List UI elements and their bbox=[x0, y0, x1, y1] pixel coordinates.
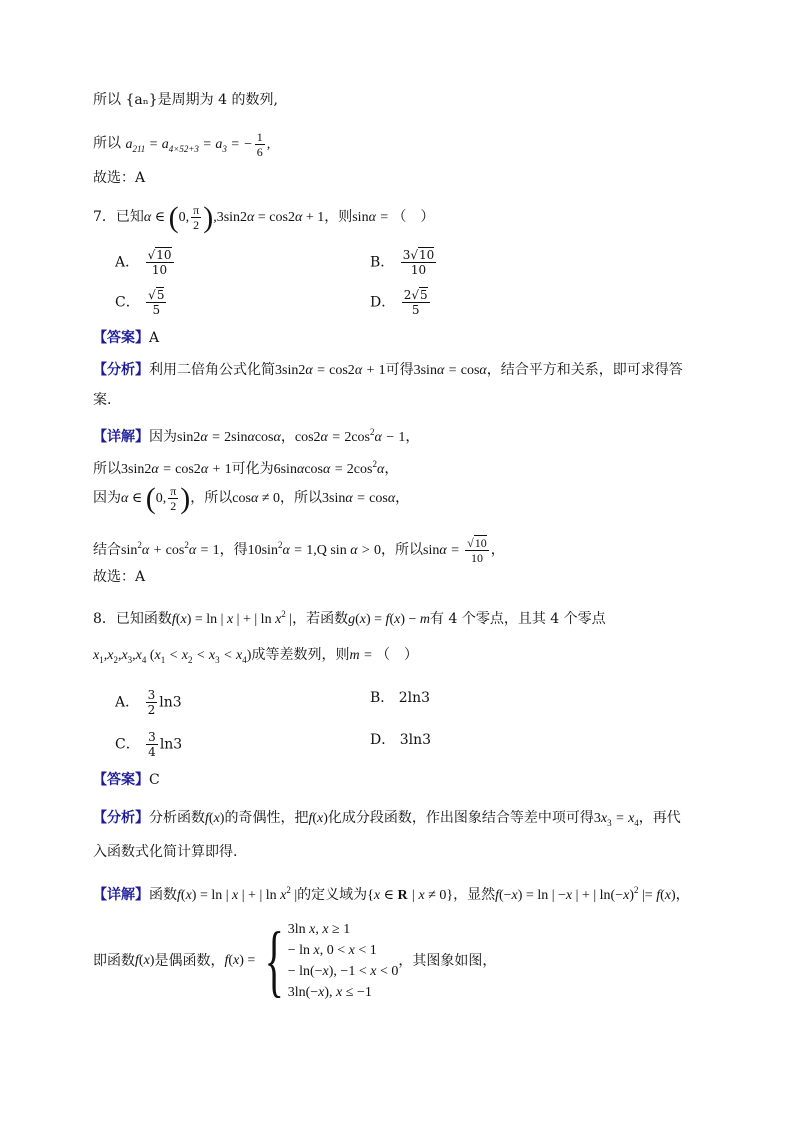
q7-option-b bbox=[370, 248, 438, 277]
piecewise-cases: 3ln x, x ≥ 1 − ln x, 0 < x < 1 − ln(−x), −1 < x < 0 3ln(−x), x ≤ −1 bbox=[287, 922, 399, 1000]
formula: α ∈ (0, $\frac{\pi}{2}$ ) bbox=[121, 481, 191, 515]
q7-a-value: $\frac{√10}{10}$ bbox=[147, 248, 172, 277]
detail-text: ， bbox=[490, 542, 505, 558]
detail-text: 即函数 bbox=[93, 953, 135, 969]
option-label: A． bbox=[115, 254, 140, 271]
analysis-text: 入函数式化简计算即得. bbox=[93, 844, 238, 860]
q8-prefix: 8．已知函数 bbox=[93, 611, 172, 627]
text-line-a211 bbox=[93, 130, 270, 159]
detail-text: 是偶函数， bbox=[154, 953, 225, 969]
q7-end bbox=[93, 567, 145, 587]
q8-b-value: 2ln3 bbox=[398, 690, 431, 706]
formula-a211: $a_{211} = a_{4\times 52+3} = a_3$ = − $\frac{1}{6}$ , bbox=[125, 130, 271, 159]
formula: {x ∈ R | x ≠ 0} bbox=[367, 888, 454, 903]
q8-a-ln: ln3 bbox=[159, 694, 182, 711]
formula: sinα = $\frac{√10}{10}$ bbox=[423, 536, 487, 566]
q7-option-c bbox=[115, 288, 168, 317]
detail-text: 结合 bbox=[93, 542, 121, 558]
so-label: 所以 bbox=[93, 135, 121, 152]
question-7-stem bbox=[93, 202, 434, 233]
question-8-stem-2 bbox=[93, 645, 418, 670]
q7-b-value: $\frac{3√10}{10}$ bbox=[402, 248, 435, 277]
text-line-choice-a bbox=[93, 168, 145, 188]
q7-analysis-cont bbox=[93, 390, 111, 410]
formula: cosα ≠ 0 bbox=[232, 491, 280, 506]
option-label: B． bbox=[370, 254, 395, 271]
q7-option-a bbox=[115, 248, 176, 277]
detail-text: 的定义域为 bbox=[297, 887, 368, 903]
q8-answer bbox=[93, 770, 160, 790]
q8-option-b bbox=[370, 688, 430, 708]
analysis-tag: 【分析】 bbox=[93, 362, 149, 378]
answer-value: A bbox=[149, 330, 160, 346]
detail-text: ， bbox=[395, 490, 410, 506]
detail-text: ，所以 bbox=[280, 490, 322, 506]
analysis-text: 的奇偶性，把 bbox=[224, 810, 309, 826]
formula: f(x) bbox=[205, 811, 225, 826]
formula: 3sinα = cosα bbox=[322, 491, 396, 506]
analysis-text: 案. bbox=[93, 392, 112, 408]
detail-text: 因为 bbox=[149, 429, 177, 445]
question-8-stem bbox=[93, 604, 606, 630]
formula: 3sin2α = cos2α + 1 bbox=[121, 462, 232, 477]
detail-text: ， bbox=[384, 461, 399, 477]
choice-result: 故选：A bbox=[93, 569, 146, 585]
formula: $x_1,x_2,x_3,x_4$ $(x_1 < x_2 < x_3 < x_4)$ bbox=[93, 648, 252, 665]
answer-tag: 【答案】 bbox=[93, 772, 149, 788]
analysis-text: ，结合平方和关系，即可求得答 bbox=[486, 362, 683, 378]
answer-value: C bbox=[149, 772, 160, 788]
choice-result: 故选：A bbox=[93, 170, 146, 186]
q8-blank: （ ） bbox=[376, 647, 419, 663]
q8-a-frac: $\frac{3}{2}$ bbox=[147, 688, 156, 717]
analysis-text: ，再代 bbox=[638, 810, 681, 826]
q7-analysis bbox=[93, 360, 683, 381]
formula: g(x) = f(x) − m bbox=[348, 612, 431, 627]
q7-detail-3 bbox=[93, 483, 409, 514]
formula: 3sinα = cosα bbox=[413, 363, 487, 378]
period-statement: 所以 {aₙ}是周期为 4 的数列, bbox=[93, 92, 278, 108]
q7-answer bbox=[93, 328, 159, 348]
formula: $3x_3 = x_4$ bbox=[593, 811, 639, 828]
formula: f(x) = ln | x | + | $\ln x^2$ | bbox=[171, 609, 293, 627]
q8-analysis-cont bbox=[93, 842, 237, 862]
formula: $10\sin^2\alpha = 1,Q$ sin α > 0 bbox=[247, 540, 381, 558]
option-label: C． bbox=[115, 736, 140, 753]
detail-text: ，得 bbox=[219, 542, 248, 558]
formula: sin2α = 2sinαcosα bbox=[177, 430, 281, 445]
detail-text: 因为 bbox=[93, 490, 121, 506]
q7-blank: （ ） bbox=[392, 209, 435, 225]
q8-text: ，若函数 bbox=[292, 611, 349, 627]
q8-c-ln: ln3 bbox=[159, 736, 183, 753]
detail-text: 可化为 bbox=[231, 461, 274, 477]
q8-text: 成等差数列，则 bbox=[251, 647, 350, 663]
q7-d-value: $\frac{2√5}{5}$ bbox=[403, 288, 428, 317]
q8-option-a bbox=[115, 688, 182, 717]
detail-text: ， bbox=[405, 429, 420, 445]
q8-d-value: 3ln3 bbox=[399, 732, 431, 748]
analysis-text: 分析函数 bbox=[149, 810, 205, 826]
q8-option-d bbox=[370, 730, 431, 750]
q7-target: sinα = bbox=[352, 210, 393, 225]
detail-text: ， bbox=[280, 429, 295, 445]
option-label: D． bbox=[370, 732, 396, 748]
q7-condition: α ∈ (0, $\frac{\pi}{2}$ ),3sin2α = cos2α + 1 bbox=[143, 200, 325, 234]
detail-text: ， bbox=[675, 887, 690, 903]
option-label: C． bbox=[115, 294, 140, 311]
q8-text: 有 4 个零点，且其 4 个零点 bbox=[430, 611, 606, 627]
detail-text: 函数 bbox=[149, 887, 177, 903]
detail-tag: 【详解】 bbox=[93, 887, 149, 903]
formula: m = bbox=[349, 648, 377, 663]
q8-option-c bbox=[115, 730, 182, 759]
formula: f(−x) = ln | −x | + | $\ln(-x)^2$ |= f(x) bbox=[495, 885, 676, 903]
detail-tag: 【详解】 bbox=[93, 429, 149, 445]
q7-c-value: $\frac{√5}{5}$ bbox=[148, 288, 165, 317]
analysis-text: 利用二倍角公式化简 bbox=[149, 362, 275, 378]
q8-c-frac: $\frac{3}{4}$ bbox=[148, 730, 156, 759]
text-line-period bbox=[93, 90, 278, 110]
detail-text: ，其图象如图， bbox=[398, 953, 497, 969]
q7-mid: ，则 bbox=[324, 209, 353, 225]
formula: $\sin^2\alpha + \cos^2\alpha = 1$ bbox=[121, 540, 220, 558]
formula: f(x) = ln | x | + | $\ln x^2$ | bbox=[177, 885, 298, 903]
detail-text: ，所以 bbox=[190, 490, 233, 506]
q7-detail-4 bbox=[93, 530, 505, 566]
formula: 3sin2α = cos2α + 1 bbox=[275, 363, 386, 378]
formula: $\cos 2\alpha = 2\cos^2\alpha - 1$ bbox=[294, 427, 406, 445]
left-brace: { bbox=[264, 917, 285, 1005]
option-label: D． bbox=[370, 294, 396, 311]
detail-text: ，所以 bbox=[381, 542, 423, 558]
q7-detail bbox=[93, 422, 419, 448]
analysis-tag: 【分析】 bbox=[93, 810, 149, 826]
detail-text: 所以 bbox=[93, 461, 121, 477]
formula: $6\sin\alpha\cos\alpha = 2\cos^2\alpha$ bbox=[273, 459, 385, 477]
piecewise-formula: f ( x ) = { 3ln x, x ≥ 1 − ln x, 0 < x < 1 − ln(−x), −1 < x < 0 3ln(−x), x ≤ −1 bbox=[224, 917, 399, 1005]
q8-detail-2 bbox=[93, 918, 496, 1004]
q8-detail bbox=[93, 880, 690, 906]
detail-text: ，显然 bbox=[453, 887, 496, 903]
q8-analysis bbox=[93, 808, 681, 833]
option-label: A． bbox=[115, 694, 140, 711]
answer-tag: 【答案】 bbox=[93, 330, 149, 346]
analysis-text: 化成分段函数，作出图象结合等差中项可得 bbox=[327, 810, 594, 826]
formula: f(x) bbox=[308, 811, 328, 826]
option-label: B． bbox=[370, 690, 395, 706]
formula: f(x) bbox=[135, 953, 155, 968]
q7-detail-2 bbox=[93, 454, 398, 480]
q7-prefix: 7．已知 bbox=[93, 209, 144, 225]
q7-option-d bbox=[370, 288, 432, 317]
analysis-text: 可得 bbox=[385, 362, 414, 378]
